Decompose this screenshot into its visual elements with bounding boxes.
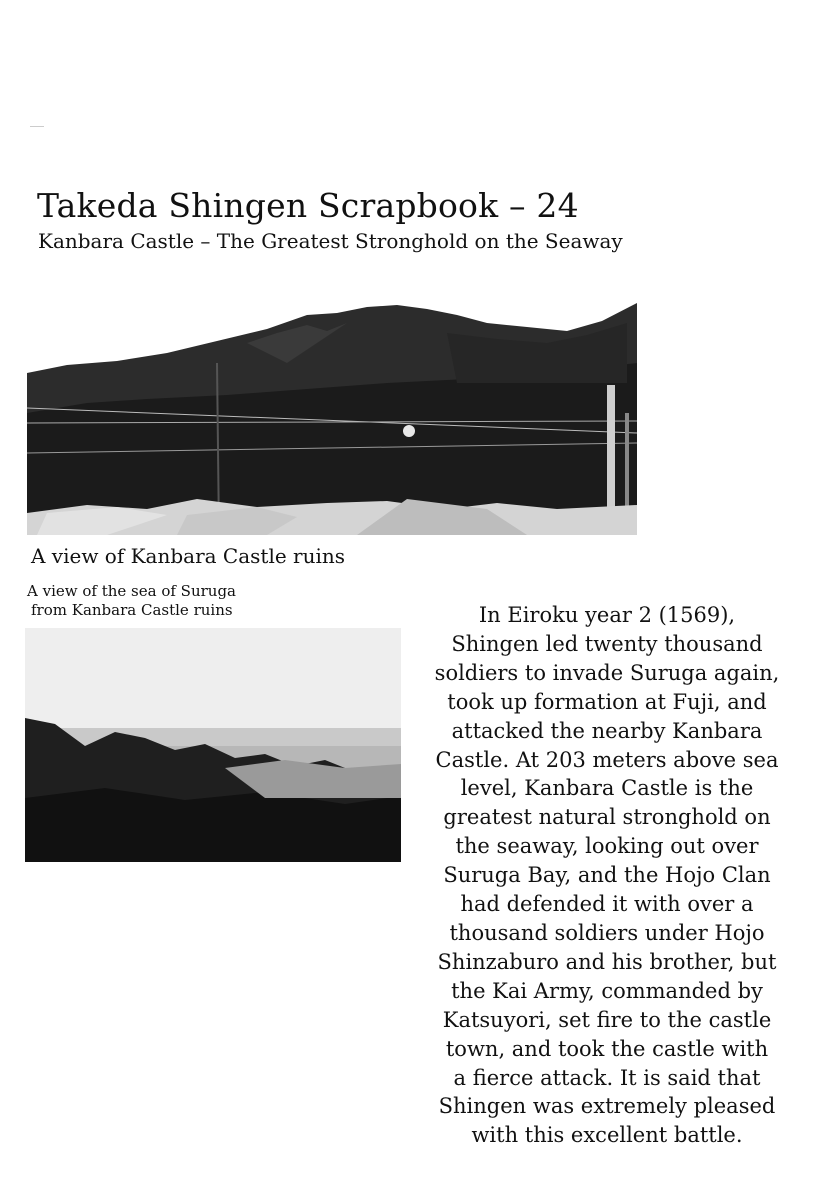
castle-ruins-photo (27, 303, 637, 535)
article-line: level, Kanbara Castle is the (460, 776, 754, 801)
article-text (432, 601, 782, 1150)
article-line: attacked the nearby Kanbara (451, 718, 763, 743)
article-line: thousand soldiers under Hojo (449, 920, 765, 945)
article-line: In Eiroku year 2 (1569), (478, 603, 736, 627)
sea-view-caption-line: A view of the sea of Suruga (27, 582, 236, 600)
page-title: Takeda Shingen Scrapbook – 24 (37, 186, 579, 225)
article-line: the seaway, looking out over (455, 834, 759, 859)
sea-view-caption (27, 582, 236, 620)
article-line: soldiers to invade Suruga again, (434, 660, 780, 685)
sea-view-caption-line: from Kanbara Castle ruins (31, 601, 233, 619)
article-line: took up formation at Fuji, and (447, 689, 767, 714)
article-line: Katsuyori, set fire to the castle (442, 1007, 772, 1032)
article-line: Shingen led twenty thousand (451, 631, 763, 656)
article-line: town, and took the castle with (445, 1036, 769, 1061)
article-line: Shingen was extremely pleased (438, 1094, 776, 1119)
sea-view-photo (25, 628, 401, 862)
article-line: greatest natural stronghold on (443, 805, 771, 830)
article-line: the Kai Army, commanded by (451, 978, 763, 1003)
castle-ruins-caption: A view of Kanbara Castle ruins (31, 544, 346, 568)
page-subtitle: Kanbara Castle – The Greatest Stronghold on the Seaway (38, 229, 623, 253)
article-line: Suruga Bay, and the Hojo Clan (443, 863, 771, 888)
scan-mark (30, 126, 44, 127)
article-line: Shinzaburo and his brother, but (437, 949, 777, 974)
article-line: a fierce attack. It is said that (453, 1065, 761, 1090)
article-line: with this excellent battle. (471, 1123, 743, 1148)
article-line: had defended it with over a (460, 892, 754, 917)
article-line: Castle. At 203 meters above sea (435, 747, 779, 772)
